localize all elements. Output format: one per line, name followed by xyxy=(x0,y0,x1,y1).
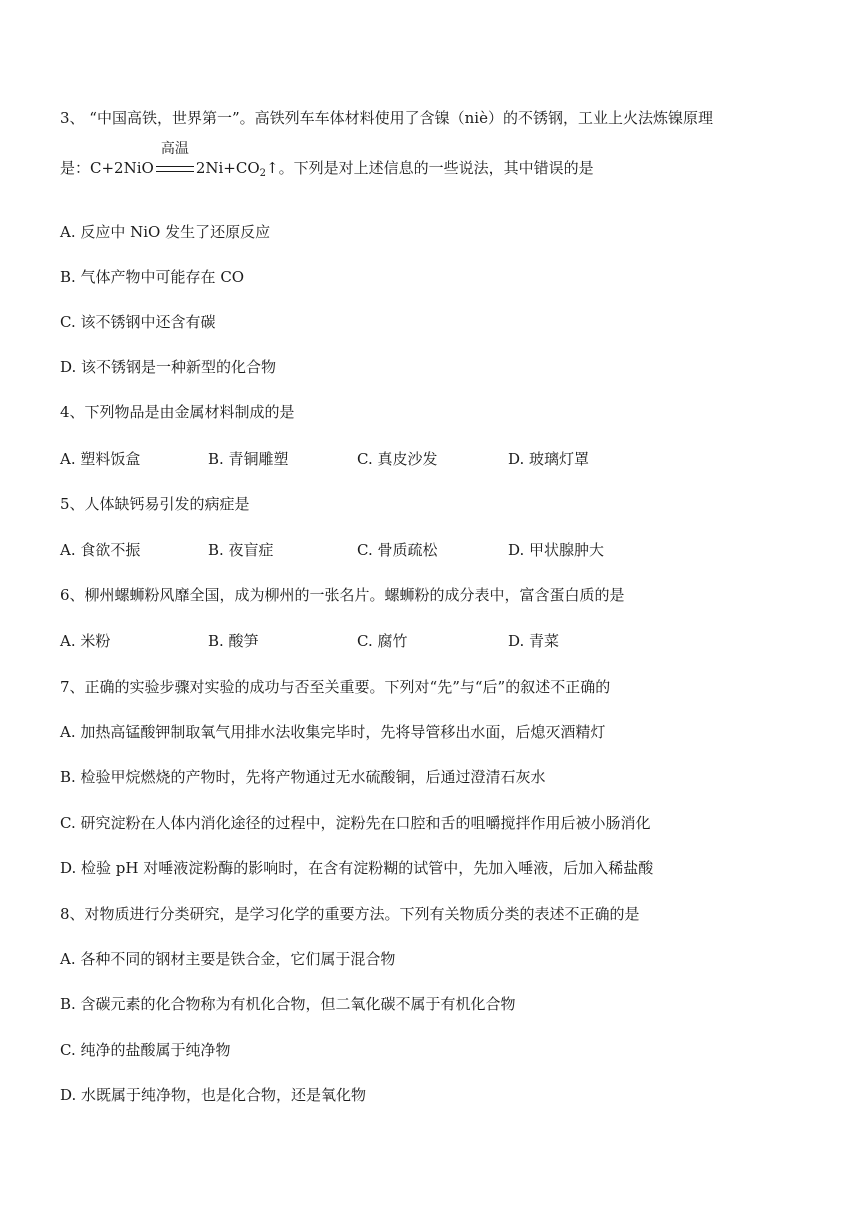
reaction-condition-equals xyxy=(156,141,194,178)
question-5-option-b: B. 夜盲症 xyxy=(208,541,274,559)
question-4-stem: 4、下列物品是由金属材料制成的是 xyxy=(60,403,295,421)
question-7-stem: 7、正确的实验步骤对实验的成功与否至关重要。下列对“先”与“后”的叙述不正确的 xyxy=(60,678,611,696)
question-3-stem-suffix: 。下列是对上述信息的一些说法，其中错误的是 xyxy=(278,159,594,177)
reaction-condition-label: 高温 xyxy=(160,141,189,157)
double-line-equals-icon xyxy=(156,166,194,172)
question-8-option-b: B. 含碳元素的化合物称为有机化合物，但二氧化碳不属于有机化合物 xyxy=(60,995,516,1013)
equation-reactants: C+2NiO xyxy=(90,159,154,177)
equation-prefix: 是： xyxy=(60,159,91,177)
question-3-option-d: D. 该不锈钢是一种新型的化合物 xyxy=(60,358,277,376)
question-6-option-c: C. 腐竹 xyxy=(357,632,408,650)
equation-products: 2Ni+CO xyxy=(195,159,260,177)
question-5-stem: 5、人体缺钙易引发的病症是 xyxy=(60,495,250,513)
question-6-option-b: B. 酸笋 xyxy=(208,632,259,650)
gas-up-arrow-icon: ↑ xyxy=(266,159,279,177)
question-8-option-d: D. 水既属于纯净物，也是化合物，还是氧化物 xyxy=(60,1086,367,1104)
question-3-stem-line-2 xyxy=(60,141,594,184)
question-6-option-d: D. 青菜 xyxy=(508,632,560,650)
question-4-option-c: C. 真皮沙发 xyxy=(357,450,438,468)
question-5-option-c: C. 骨质疏松 xyxy=(357,541,438,559)
question-4-option-d: D. 玻璃灯罩 xyxy=(508,450,590,468)
question-3-stem-line-1: 3、 “中国高铁，世界第一”。高铁列车车体材料使用了含镍（niè）的不锈钢，工业上火法炼镍原理 xyxy=(60,109,713,127)
question-3-option-a: A. 反应中 NiO 发生了还原反应 xyxy=(60,223,271,241)
question-3-option-c: C. 该不锈钢中还含有碳 xyxy=(60,313,216,331)
question-6-option-a: A. 米粉 xyxy=(60,632,111,650)
question-7-option-a: A. 加热高锰酸钾制取氧气用排水法收集完毕时，先将导管移出水面，后熄灭酒精灯 xyxy=(60,723,606,741)
question-7-option-d: D. 检验 pH 对唾液淀粉酶的影响时，在含有淀粉糊的试管中，先加入唾液，后加入稀盐酸 xyxy=(60,859,654,877)
question-4-option-b: B. 青铜雕塑 xyxy=(208,450,289,468)
question-3-option-b: B. 气体产物中可能存在 CO xyxy=(60,268,245,286)
question-7-option-c: C. 研究淀粉在人体内消化途径的过程中，淀粉先在口腔和舌的咀嚼搅拌作用后被小肠消化 xyxy=(60,814,651,832)
question-8-stem: 8、对物质进行分类研究，是学习化学的重要方法。下列有关物质分类的表述不正确的是 xyxy=(60,905,640,923)
question-4-option-a: A. 塑料饭盒 xyxy=(60,450,141,468)
question-5-option-d: D. 甲状腺肿大 xyxy=(508,541,605,559)
question-8-option-c: C. 纯净的盐酸属于纯净物 xyxy=(60,1041,231,1059)
question-7-option-b: B. 检验甲烷燃烧的产物时，先将产物通过无水硫酸铜，后通过澄清石灰水 xyxy=(60,768,546,786)
question-8-option-a: A. 各种不同的钢材主要是铁合金，它们属于混合物 xyxy=(60,950,396,968)
question-5-option-a: A. 食欲不振 xyxy=(60,541,141,559)
question-6-stem: 6、柳州螺蛳粉风靡全国，成为柳州的一张名片。螺蛳粉的成分表中，富含蛋白质的是 xyxy=(60,586,625,604)
co2-subscript: 2 xyxy=(259,168,267,179)
